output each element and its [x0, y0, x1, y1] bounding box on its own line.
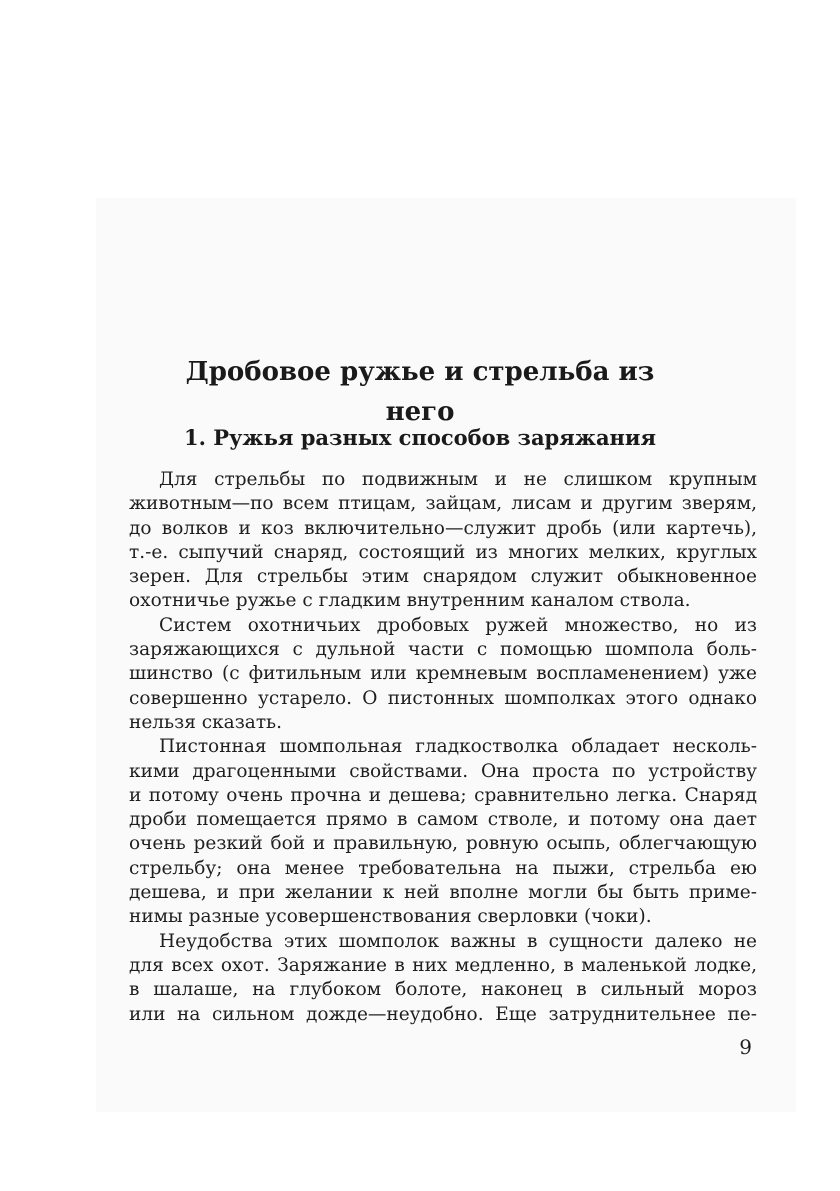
text-line: охотничье ружье с гладким внутренним каналом ствола.: [129, 590, 691, 612]
text-line: очень резкий бой и правильную, ровную осыпь, облегчающую: [129, 833, 757, 855]
text-line: в шалаше, на глубоком болоте, наконец в сильный мороз: [129, 979, 757, 1001]
text-line: т.-е. сыпучий снаряд, состоящий из многих мелких, круглых: [129, 541, 757, 563]
text-line: до волков и коз включительно—служит дробь (или картечь),: [129, 517, 757, 539]
text-line: заряжающихся с дульной части с помощью шомпола боль-: [129, 639, 757, 661]
text-line: кими драгоценными свойствами. Она проста по устройству: [129, 760, 757, 782]
page-number: 9: [739, 1035, 752, 1059]
text-line: животным—по всем птицам, зайцам, лисам и другим зверям,: [129, 493, 757, 515]
text-line: нельзя сказать.: [129, 711, 283, 733]
chapter-title: Дробовое ружье и стрельба из него: [185, 357, 655, 427]
text-line: Систем охотничьих дробовых ружей множество, но из: [159, 614, 757, 636]
section-title: 1. Ружья разных способов заряжания: [183, 425, 657, 450]
text-line: стрельбу; она менее требовательна на пыжи, стрельба ею: [129, 857, 757, 879]
text-line: дроби помещается прямо в самом стволе, и потому она дает: [129, 809, 757, 831]
text-line: или на сильном дожде—неудобно. Еще затруднительнее пе-: [129, 1003, 757, 1025]
text-line: совершенно устарело. О пистонных шомполках этого однако: [129, 687, 757, 709]
text-line: Для стрельбы по подвижным и не слишком крупным: [159, 469, 757, 490]
text-line: нимы разные усовершенствования сверловки (чоки).: [129, 906, 652, 928]
text-line: и потому очень прочна и дешева; сравнительно легка. Снаряд: [129, 784, 757, 806]
text-line: зерен. Для стрельбы этим снарядом служит обыкновенное: [129, 566, 757, 588]
text-line: дешева, и при желании к ней вполне могли бы быть приме-: [129, 882, 757, 904]
text-line: Пистонная шомпольная гладкостволка обладает несколь-: [159, 736, 757, 758]
body-text: [129, 468, 757, 1027]
text-line: для всех охот. Заряжание в них медленно, в маленькой лодке,: [129, 954, 757, 976]
text-line: Неудобства этих шомполок важны в сущности далеко не: [159, 930, 757, 952]
text-line: шинство (с фитильным или кремневым воспламенением) уже: [129, 663, 757, 685]
